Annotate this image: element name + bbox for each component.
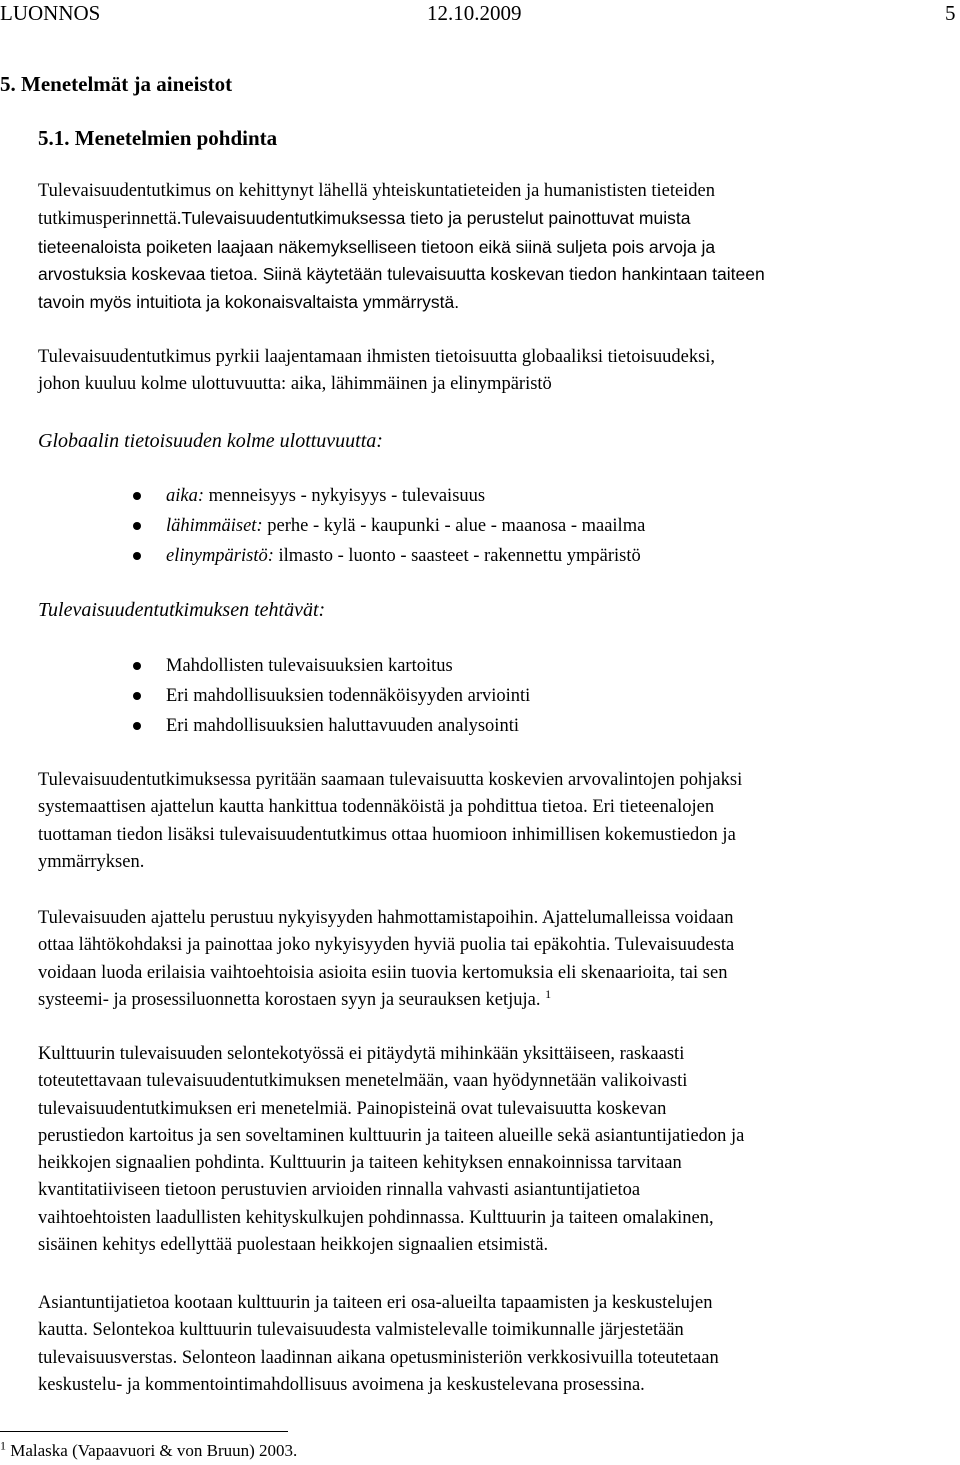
list-term: lähimmäiset: [166, 516, 263, 536]
tasks-list [38, 651, 530, 741]
section-heading: 5. Menetelmät ja aineistot [0, 72, 233, 96]
text-line: ottaa lähtökohdaksi ja painottaa joko nykyisyyden hyviä puolia tai epäkohtia. Tulevaisuudesta [38, 935, 735, 956]
list-text: ilmasto - luonto - saasteet - rakennettu ympäristö [273, 546, 641, 566]
text-run: Siinä käytetään tulevaisuutta koskevan tiedon hankintaan taiteen [257, 263, 765, 284]
text-line [38, 205, 958, 233]
list-item [38, 481, 645, 511]
list-item: Eri mahdollisuuksien todennäköisyyden arviointi [38, 681, 530, 711]
list-item [38, 511, 645, 541]
footnote-mark: 1 [0, 1438, 6, 1453]
text-line: voidaan luoda erilaisia vaihtoehtoisia asioita esiin tuovia kertomuksia eli skenaarioita, tai sen [38, 962, 728, 983]
footnote-ref[interactable]: 1 [545, 986, 552, 1001]
list-text: perhe - kylä - kaupunki - alue - maanosa - maailma [262, 516, 646, 536]
list-term: aika: [166, 486, 205, 506]
text-line: Tulevaisuuden ajattelu perustuu nykyisyyden hahmottamistapoihin. Ajattelumalleissa voidaan [38, 908, 734, 928]
text-line: tavoin myös intuitiota ja kokonaisvaltaista ymmärrystä. [38, 292, 460, 313]
text-line: vaihtoehtoisten laadullisten kehityskulkujen pohdinnassa. Kulttuurin ja taiteen omalakinen, [38, 1207, 714, 1228]
text-line [38, 261, 958, 289]
header-label: LUONNOS [0, 1, 101, 25]
text-line: johon kuuluu kolme ulottuvuutta: aika, lähimmäinen ja elinympäristö [38, 374, 552, 395]
paragraph-5 [38, 1041, 958, 1259]
text-line: toteutettavaan tulevaisuudentutkimuksen menetelmään, vaan hyödynnetään valikoivasti [38, 1071, 688, 1092]
text-line: kautta. Selontekoa kulttuurin tulevaisuudesta valmistelevalle toimikunnalle järjestetään [38, 1320, 684, 1341]
text-line: Kulttuurin tulevaisuuden selontekotyössä ei pitäydytä mihinkään yksittäiseen, raskaasti [38, 1044, 685, 1064]
text-run: Tulevaisuudentutkimuksessa tieto ja perustelut painottuvat muista [181, 208, 691, 229]
text-line: heikkojen signaalien pohdinta. Kulttuurin ja taiteen kehityksen ennakoinnissa tarvitaan [38, 1153, 682, 1174]
text-line: kvantitatiiviseen tietoon perustuvien arvioiden rinnalla vahvasti asiantuntijatietoa [38, 1180, 641, 1201]
list-item: Eri mahdollisuuksien haluttavuuden analysointi [38, 711, 530, 741]
paragraph-2 [38, 344, 958, 399]
text-line: keskustelu- ja kommentointimahdollisuus avoimena ja keskustelevana prosessina. [38, 1374, 645, 1395]
text-run: tutkimusperinnettä. [38, 209, 182, 230]
text-line [38, 987, 958, 1014]
text-line: Asiantuntijatietoa kootaan kulttuurin ja taiteen eri osa-alueilta tapaamisten ja keskustelujen [38, 1293, 713, 1313]
text-line: tieteenaloista poiketen laajaan näkemykselliseen tietoon eikä siinä suljeta pois arvoja ja [38, 236, 716, 257]
list-text: menneisyys - nykyisyys - tulevaisuus [204, 486, 486, 506]
tasks-heading: Tulevaisuudentutkimuksen tehtävät: [38, 599, 326, 621]
subsection-heading: 5.1. Menetelmien pohdinta [38, 126, 278, 150]
dimensions-list [38, 481, 645, 571]
footnote-separator [0, 1431, 288, 1432]
text-line: Tulevaisuudentutkimuksessa pyritään saamaan tulevaisuutta koskevien arvovalintojen pohjaksi [38, 770, 743, 790]
list-term: elinympäristö: [166, 546, 274, 566]
text-line: sisäinen kehitys edellyttää puolestaan heikkojen signaalien etsimistä. [38, 1235, 549, 1256]
text-line: tulevaisuudentutkimuksen eri menetelmiä. Painopisteinä ovat tulevaisuutta koskevan [38, 1098, 667, 1119]
footnote-text: Malaska (Vapaavuori & von Bruun) 2003. [6, 1441, 298, 1460]
dimensions-heading: Globaalin tietoisuuden kolme ulottuvuutta: [38, 430, 383, 452]
text-run: systeemi- ja prosessiluonnetta korostaen syyn ja seurauksen ketjuja. [38, 989, 541, 1010]
text-line: tuottaman tiedon lisäksi tulevaisuudentutkimus ottaa huomioon inhimillisen kokemustiedon ja [38, 824, 736, 845]
paragraph-6 [38, 1290, 958, 1399]
text-run: arvostuksia koskevaa tietoa. [38, 263, 258, 284]
footnote [0, 1440, 297, 1462]
text-line: Tulevaisuudentutkimus on kehittynyt lähellä yhteiskuntatieteiden ja humanististen tieteiden [38, 181, 716, 201]
text-line: systemaattisen ajattelun kautta hankittua todennäköistä ja pohdittua tietoa. Eri tieteenalojen [38, 797, 715, 818]
text-line: Tulevaisuudentutkimus pyrkii laajentamaan ihmisten tietoisuutta globaaliksi tietoisuudeksi, [38, 347, 716, 367]
list-item: Mahdollisten tulevaisuuksien kartoitus [38, 651, 530, 681]
paragraph-4 [38, 905, 958, 1014]
list-item [38, 541, 645, 571]
text-line: perustiedon kartoitus ja sen soveltaminen kulttuurin ja taiteen alueille sekä asiantuntijatiedon ja [38, 1125, 745, 1146]
page-number: 5 [945, 1, 956, 25]
text-line: ymmärryksen. [38, 851, 145, 872]
text-line: tulevaisuusverstas. Selonteon laadinnan aikana opetusministeriön verkkosivuilla toteutetaan [38, 1347, 719, 1368]
header-date: 12.10.2009 [427, 1, 522, 25]
paragraph-1 [38, 178, 958, 316]
paragraph-3 [38, 767, 958, 876]
